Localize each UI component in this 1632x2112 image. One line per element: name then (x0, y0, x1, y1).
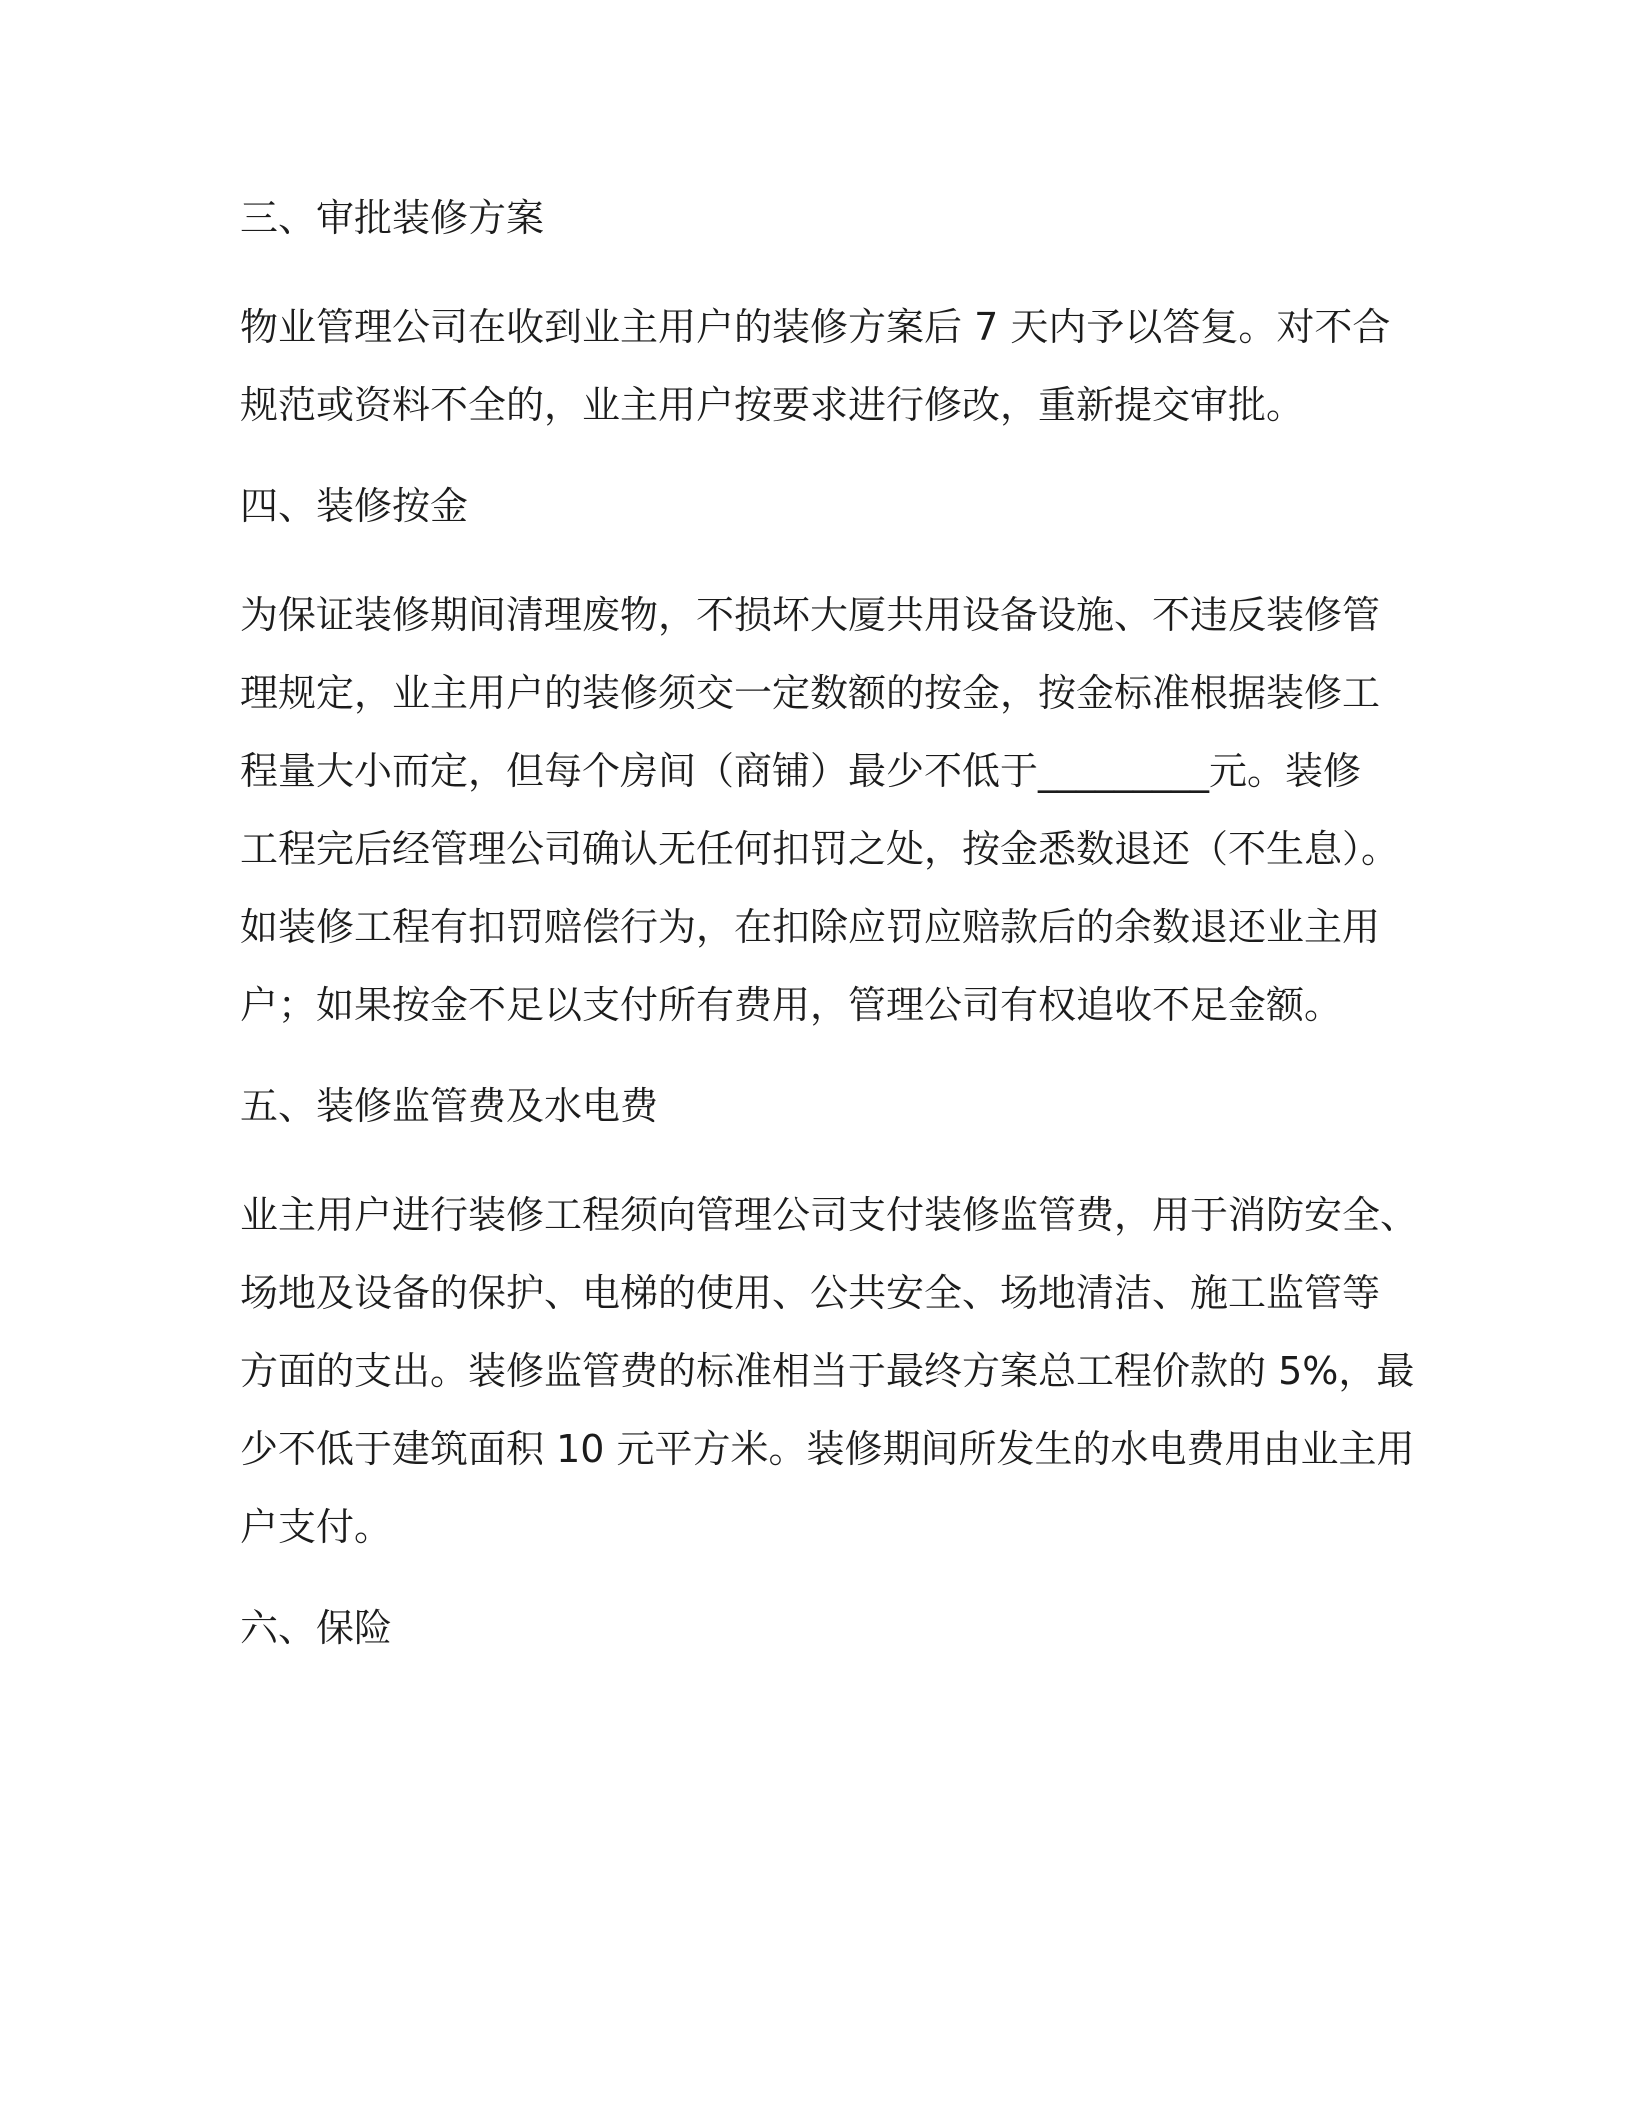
section-heading-deposit: 四、装修按金 (240, 484, 469, 528)
paragraph-line: 规范或资料不全的，业主用户按要求进行修改，重新提交审批。 (240, 383, 1305, 427)
paragraph-line: 工程完后经管理公司确认无任何扣罚之处，按金悉数退还（不生息）。 (240, 827, 1400, 871)
paragraph-line: 理规定，业主用户的装修须交一定数额的按金，按金标准根据装修工 (240, 671, 1381, 715)
paragraph-line: 物业管理公司在收到业主用户的装修方案后 7 天内予以答复。对不合 (240, 305, 1391, 349)
paragraph-line: 少不低于建筑面积 10 元平方米。装修期间所发生的水电费用由业主用 (240, 1427, 1415, 1471)
paragraph-line: 方面的支出。装修监管费的标准相当于最终方案总工程价款的 5%，最 (240, 1349, 1415, 1393)
paragraph-line: 户支付。 (240, 1505, 393, 1549)
section-heading-insurance: 六、保险 (240, 1606, 393, 1650)
section-paragraph-supervision-fee (240, 1176, 1419, 1566)
section-paragraph-deposit (240, 576, 1400, 1044)
paragraph-line: 如装修工程有扣罚赔偿行为，在扣除应罚应赔款后的余数退还业主用 (240, 905, 1381, 949)
section-paragraph-approval (240, 288, 1390, 444)
section-heading-supervision-fee: 五、装修监管费及水电费 (240, 1084, 659, 1128)
paragraph-line: 业主用户进行装修工程须向管理公司支付装修监管费，用于消防安全、 (240, 1193, 1419, 1237)
paragraph-line: 户；如果按金不足以支付所有费用，管理公司有权追收不足金额。 (240, 983, 1343, 1027)
paragraph-line: 程量大小而定，但每个房间（商铺）最少不低于_________元。装修 (240, 749, 1362, 793)
section-heading-approval: 三、审批装修方案 (240, 196, 545, 240)
paragraph-line: 场地及设备的保护、电梯的使用、公共安全、场地清洁、施工监管等 (240, 1271, 1381, 1315)
paragraph-line: 为保证装修期间清理废物，不损坏大厦共用设备设施、不违反装修管 (240, 593, 1381, 637)
document-body (240, 186, 1419, 1698)
